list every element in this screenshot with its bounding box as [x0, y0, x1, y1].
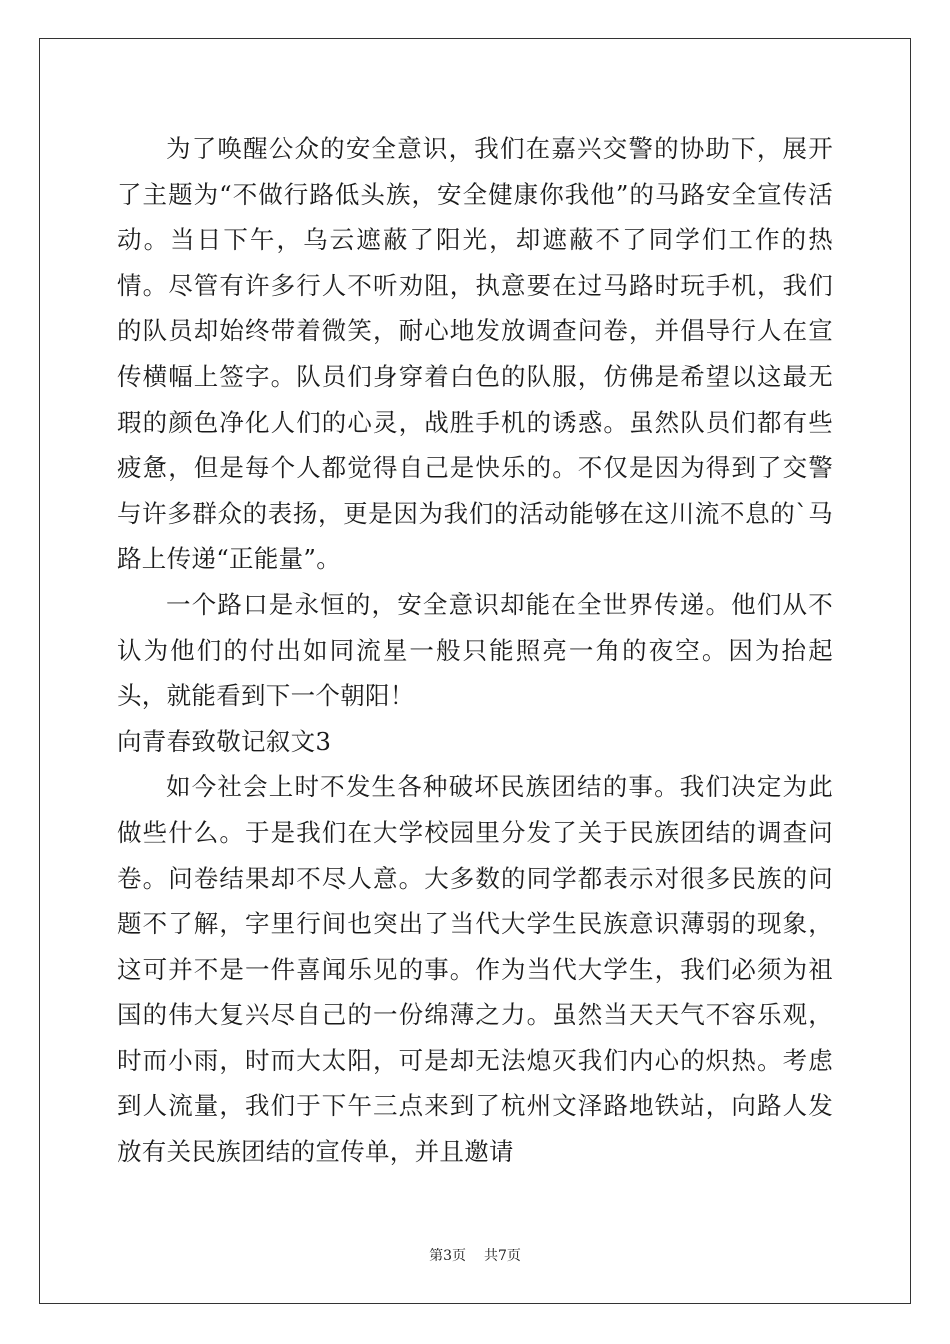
document-body	[117, 126, 833, 1175]
page-number: 第3页	[429, 1248, 466, 1264]
paragraph-ethnic-unity: 如今社会上时不发生各种破坏民族团结的事。我们决定为此做些什么。于是我们在大学校园里分发了关于民族团结的调查问卷。问卷结果却不尽人意。大多数的同学都表示对很多民族的问题不了解，字里行间也突出了当代大学生民族意识薄弱的现象，这可并不是一件喜闻乐见的事。作为当代大学生，我们必须为祖国的伟大复兴尽自己的一份绵薄之力。虽然当天天气不容乐观，时而小雨，时而大太阳，可是却无法熄灭我们内心的炽热。考虑到人流量，我们于下午三点来到了杭州文泽路地铁站，向路人发放有关民族团结的宣传单，并且邀请	[117, 772, 833, 1167]
paragraph-intersection: 一个路口是永恒的，安全意识却能在全世界传递。他们从不认为他们的付出如同流星一般只能照亮一角的夜空。因为抬起头，就能看到下一个朝阳！	[117, 589, 833, 711]
paragraph-safety-campaign: 为了唤醒公众的安全意识，我们在嘉兴交警的协助下，展开了主题为“不做行路低头族，安全健康你我他”的马路安全宣传活动。当日下午，乌云遮蔽了阳光，却遮蔽不了同学们工作的热情。尽管有许多行人不听劝阻，执意要在过马路时玩手机，我们的队员却始终带着微笑，耐心地发放调查问卷，并倡导行人在宣传横幅上签字。队员们身穿着白色的队服，仿佛是希望以这最无瑕的颜色净化人们的心灵，战胜手机的诱惑。虽然队员们都有些疲惫，但是每个人都觉得自己是快乐的。不仅是因为得到了交警与许多群众的表扬，更是因为我们的活动能够在这川流不息的`马路上传递“正能量”。	[117, 134, 833, 574]
page-total: 共7页	[484, 1248, 521, 1264]
page-footer	[0, 1246, 950, 1266]
section-heading: 向青春致敬记叙文3	[117, 726, 332, 756]
